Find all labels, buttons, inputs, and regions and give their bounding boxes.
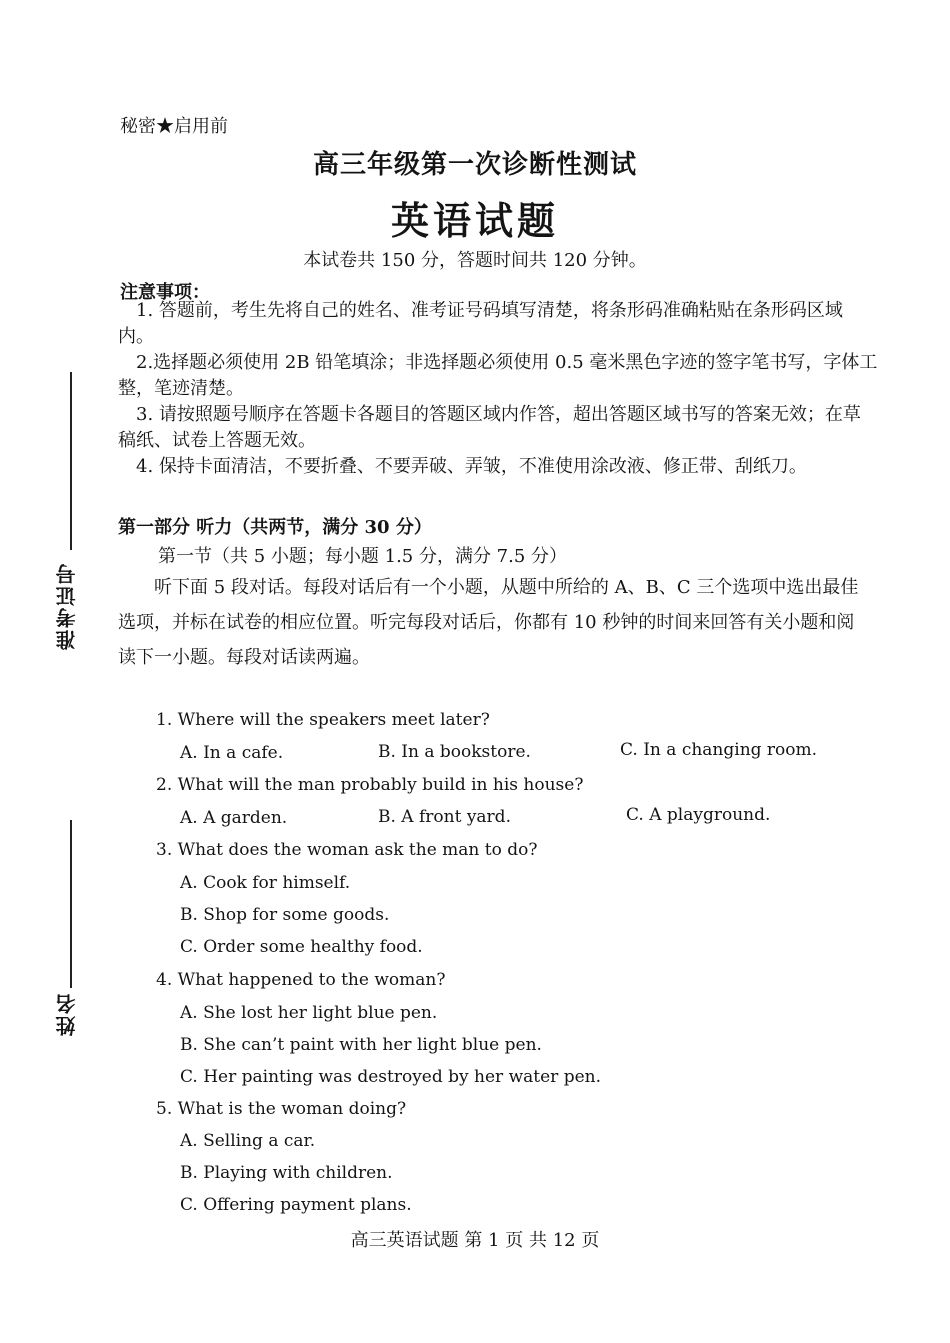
option-2a: A. A garden. <box>180 808 288 828</box>
exam-info: 本试卷共 150 分，答题时间共 120 分钟。 <box>303 250 647 271</box>
option-5a: A. Selling a car. <box>180 1131 316 1151</box>
exam-id-label: 准考证号 <box>55 562 79 650</box>
part-heading: 第一部分 听力（共两节，满分 30 分） <box>118 517 432 538</box>
question-2: 2. What will the man probably build in his house? <box>156 775 584 795</box>
section-heading: 第一节（共 5 小题；每小题 1.5 分，满分 7.5 分） <box>158 546 568 567</box>
name-line <box>70 820 72 988</box>
option-2c: C. A playground. <box>626 805 771 825</box>
question-3: 3. What does the woman ask the man to do? <box>156 840 538 860</box>
question-4: 4. What happened to the woman? <box>156 970 446 990</box>
option-1a: A. In a cafe. <box>180 743 284 763</box>
page-footer: 高三英语试题 第 1 页 共 12 页 <box>350 1230 600 1251</box>
notes-heading: 注意事项： <box>120 282 210 303</box>
name-label: 姓名 <box>55 992 79 1036</box>
option-1c: C. In a changing room. <box>620 740 818 760</box>
option-3c: C. Order some healthy food. <box>180 937 423 957</box>
exam-id-line <box>70 372 72 550</box>
option-3a: A. Cook for himself. <box>180 873 351 893</box>
question-1: 1. Where will the speakers meet later? <box>156 710 490 730</box>
option-4b: B. She can’t paint with her light blue pen. <box>180 1035 542 1055</box>
note-item-4: 4. 保持卡面清洁，不要折叠、不要弄破、弄皱，不准使用涂改液、修正带、刮纸刀。 <box>136 456 807 477</box>
option-5c: C. Offering payment plans. <box>180 1195 412 1215</box>
option-3b: B. Shop for some goods. <box>180 905 390 925</box>
confidential-mark: 秘密★启用前 <box>120 116 228 137</box>
option-4a: A. She lost her light blue pen. <box>180 1003 438 1023</box>
option-5b: B. Playing with children. <box>180 1163 393 1183</box>
listening-instructions: 听下面 5 段对话。每段对话后有一个小题，从题中所给的 A、B、C 三个选项中选出最佳选项，并标在试卷的相应位置。听完每段对话后，你都有 10 秒钟的时间来回答有关小题和阅读下一小题。每段对话读两遍。 <box>118 577 859 668</box>
note-item-2: 2.选择题必须使用 2B 铅笔填涂；非选择题必须使用 0.5 毫米黑色字迹的签字笔书写，字体工整，笔迹清楚。 <box>118 352 878 399</box>
option-4c: C. Her painting was destroyed by her water pen. <box>180 1067 601 1087</box>
subject-title: 英语试题 <box>390 198 559 243</box>
option-2b: B. A front yard. <box>378 807 511 827</box>
notes-list <box>118 298 878 480</box>
option-1b: B. In a bookstore. <box>378 742 531 762</box>
note-item-1: 1. 答题前，考生先将自己的姓名、准考证号码填写清楚，将条形码准确粘贴在条形码区域内。 <box>118 300 843 347</box>
note-item-3: 3. 请按照题号顺序在答题卡各题目的答题区域内作答，超出答题区域书写的答案无效；在草稿纸、试卷上答题无效。 <box>118 404 861 451</box>
exam-title: 高三年级第一次诊断性测试 <box>312 150 637 180</box>
question-5: 5. What is the woman doing? <box>156 1099 407 1119</box>
